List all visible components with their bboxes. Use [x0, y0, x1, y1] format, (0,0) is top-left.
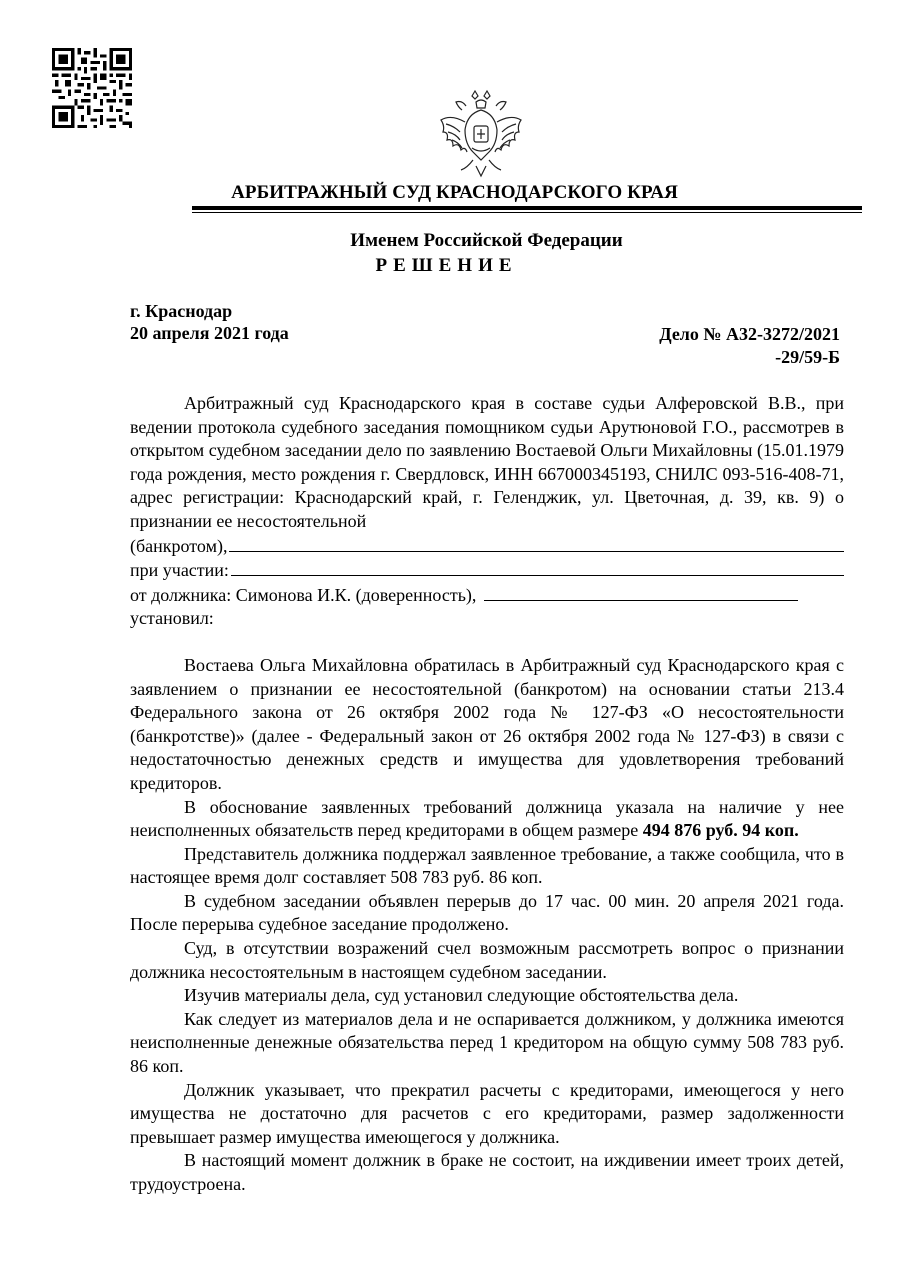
in-the-name-heading: Именем Российской Федерации: [350, 230, 623, 251]
case-number-line2: -29/59-Б: [775, 347, 840, 367]
decision-heading: РЕШЕНИЕ: [375, 255, 518, 276]
debt-amount: 494 876 руб. 94 коп.: [642, 820, 799, 841]
intro-paragraph: Арбитражный суд Краснодарского края в составе судьи Алферовской В.В., при ведении протокола судебного заседания помощником судьи Арутюновой Г.О., рассмотрев в открытом судебном заседании дело по заявлению Востаевой Ольги Михайловны (15.01.1979 года рождения, место рождения г. Свердловск, ИНН 667000345193, СНИЛС 093-516-408-71, адрес регистрации: Краснодарский край, г. Геленджик, ул. Цветочная, д. 39, кв. 9) о признании ее несостоятельной: [130, 393, 844, 531]
decision-date: 20 апреля 2021 года: [130, 323, 289, 343]
coat-of-arms-emblem: [436, 88, 526, 180]
paragraph-materials: Изучив материалы дела, суд установил следующие обстоятельства дела.: [184, 985, 739, 1006]
paragraph-obligations: Как следует из материалов дела и не оспаривается должником, у должника имеются неисполненные денежные обязательства перед 1 кредитором на общую сумму 508 783 руб. 86 коп.: [130, 1008, 844, 1077]
case-number-line1: Дело № А32-3272/2021: [659, 324, 840, 344]
header-rule-thin: [192, 212, 862, 213]
blank-line: [484, 583, 798, 601]
paragraph-application: Востаева Ольга Михайловна обратилась в Арбитражный суд Краснодарского края с заявлением о признании ее несостоятельной (банкротом) на основании статьи 213.4 Федерального закона от 26 октября 2002 года № 127-ФЗ «О несостоятельности (банкротстве)» (далее - Федеральный закон от 26 октября 2002 года № 127-ФЗ) в связи с недостаточностью денежных средств и имущества для удовлетворения требований кредиторов.: [130, 654, 844, 793]
paragraph-grounds: [130, 796, 844, 843]
debtor-label: от должника: Симонова И.К. (доверенность),: [130, 584, 477, 605]
header-rule-thick: [192, 206, 862, 210]
paragraph-family: В настоящий момент должник в браке не состоит, на иждивении имеет троих детей, трудоустроена.: [130, 1150, 844, 1194]
paragraph-representative: Представитель должника поддержал заявленное требование, а также сообщила, что в настоящее время долг составляет 508 783 руб. 86 коп.: [130, 843, 844, 888]
qr-code: [52, 48, 132, 128]
case-number: [500, 323, 840, 369]
blank-line: [229, 534, 844, 552]
participants-label: при участии:: [130, 560, 229, 581]
blank-line: [231, 558, 844, 576]
bankrupt-line: [130, 534, 844, 559]
grounds-text: В обоснование заявленных требований должница указала на наличие у нее неисполненных обязательств перед кредиторами в общем размере: [130, 796, 844, 841]
paragraph-recess: В судебном заседании объявлен перерыв до 17 час. 00 мин. 20 апреля 2021 года. После перерыва судебное заседание продолжено.: [130, 890, 844, 935]
city: г. Краснодар: [130, 301, 233, 321]
bankrupt-label: (банкротом),: [130, 535, 228, 556]
participants-line: [130, 558, 844, 583]
paragraph-insolvency: Должник указывает, что прекратил расчеты с кредиторами, имеющегося у него имущества не достаточно для расчетов с его кредиторами, размер задолженности превышает размер имущества имеющегося у должника.: [130, 1079, 844, 1147]
debtor-line: [130, 583, 844, 608]
document-body: [130, 392, 844, 1197]
paragraph-court-consideration: Суд, в отсутствии возражений счел возможным рассмотреть вопрос о признании должника несостоятельным в настоящем судебном заседании.: [130, 938, 844, 982]
established-label: установил:: [130, 608, 214, 629]
court-name: АРБИТРАЖНЫЙ СУД КРАСНОДАРСКОГО КРАЯ: [231, 182, 678, 203]
